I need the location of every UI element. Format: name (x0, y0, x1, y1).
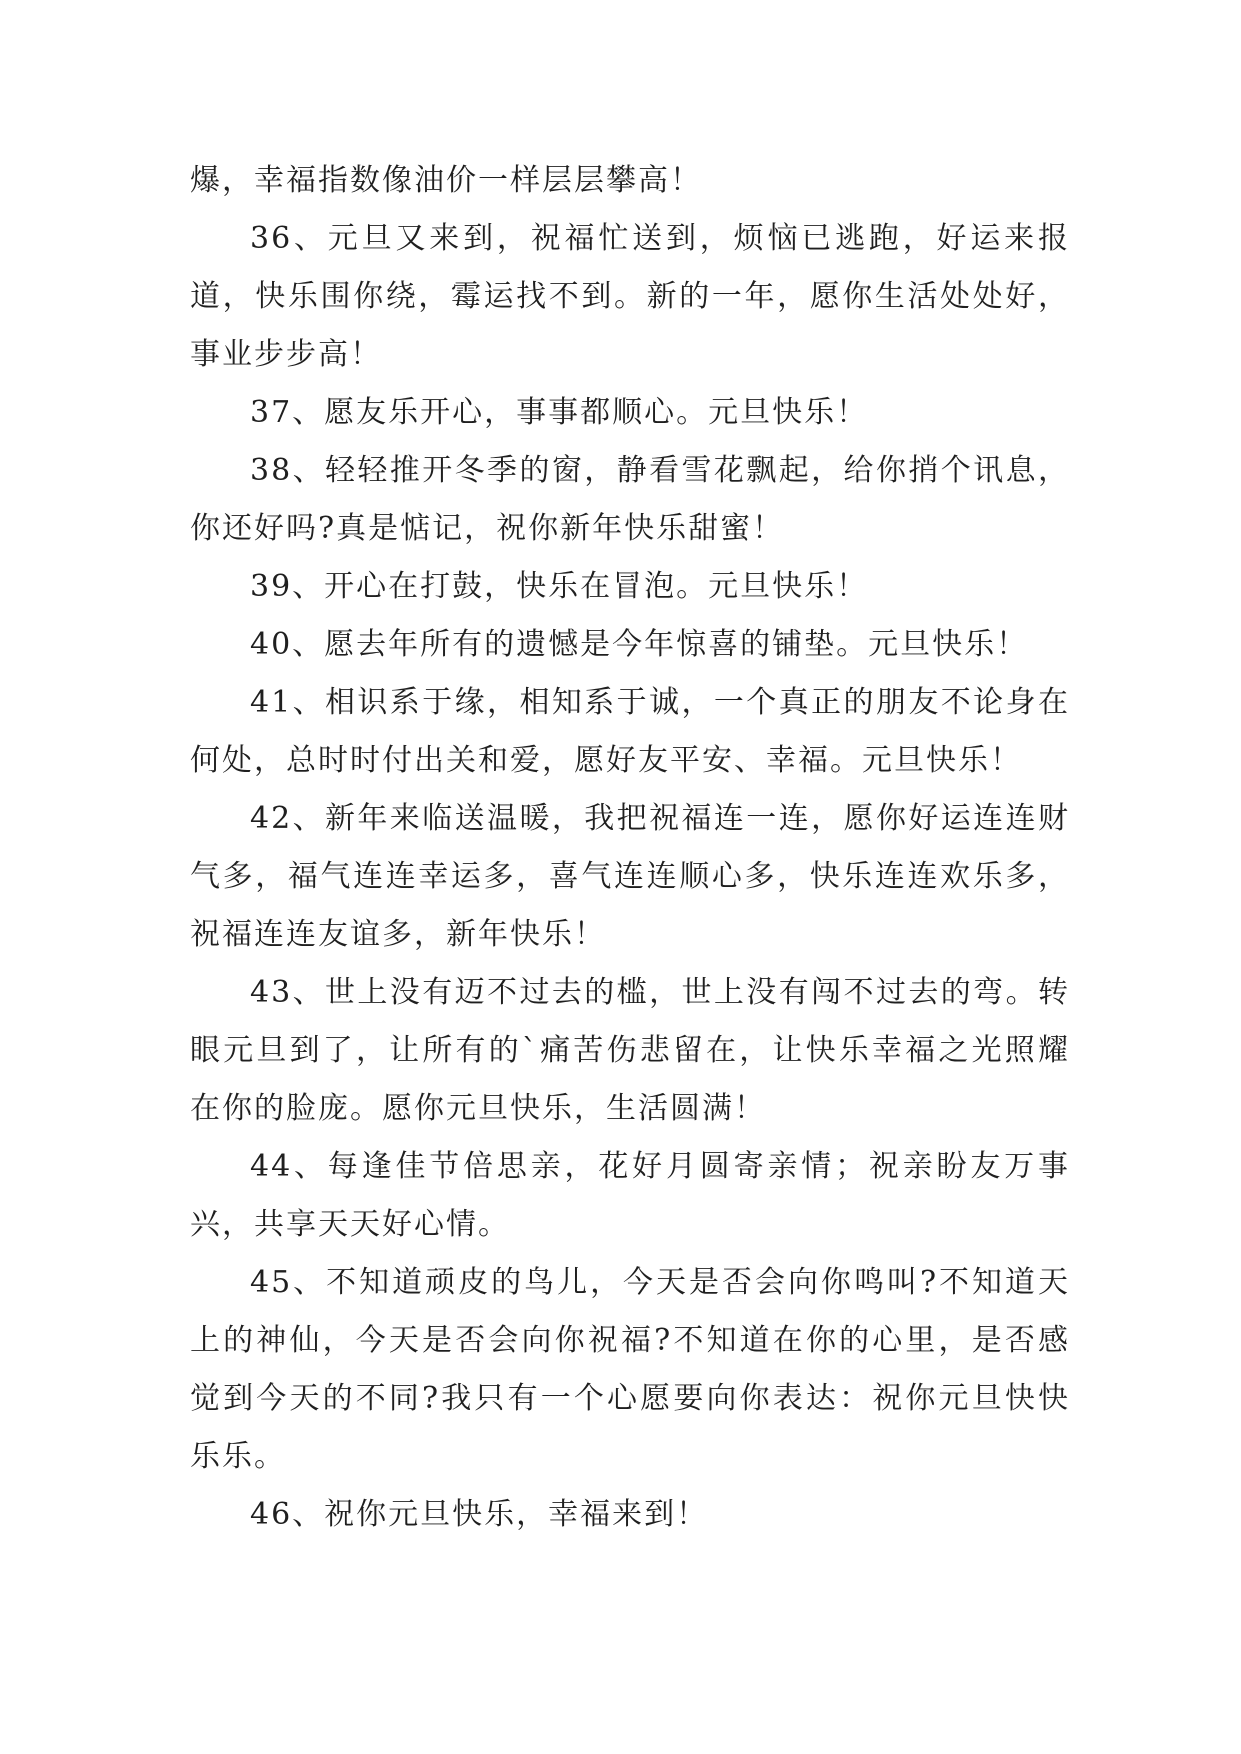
paragraph-43: 43、世上没有迈不过去的槛，世上没有闯不过去的弯。转眼元旦到了，让所有的`痛苦伤悲留在，让快乐幸福之光照耀在你的脸庞。愿你元旦快乐，生活圆满！ (190, 975, 1070, 1126)
paragraph-45: 45、不知道顽皮的鸟儿，今天是否会向你鸣叫?不知道天上的神仙，今天是否会向你祝福?不知道在你的心里，是否感觉到今天的不同?我只有一个心愿要向你表达：祝你元旦快快乐乐。 (190, 1265, 1070, 1474)
paragraph-36: 36、元旦又来到，祝福忙送到，烦恼已逃跑，好运来报道，快乐围你绕，霉运找不到。新的一年，愿你生活处处好，事业步步高！ (190, 221, 1070, 372)
paragraph-continuation: 爆，幸福指数像油价一样层层攀高！ (190, 163, 702, 198)
document-body (190, 152, 1070, 1544)
paragraph-40: 40、愿去年所有的遗憾是今年惊喜的铺垫。元旦快乐！ (250, 627, 1029, 662)
paragraph-38: 38、轻轻推开冬季的窗，静看雪花飘起，给你捎个讯息，你还好吗?真是惦记，祝你新年快乐甜蜜！ (190, 453, 1070, 546)
paragraph-37: 37、愿友乐开心，事事都顺心。元旦快乐！ (250, 395, 869, 430)
paragraph-42: 42、新年来临送温暖，我把祝福连一连，愿你好运连连财气多，福气连连幸运多，喜气连连顺心多，快乐连连欢乐多，祝福连连友谊多，新年快乐！ (190, 801, 1070, 952)
paragraph-41: 41、相识系于缘，相知系于诚，一个真正的朋友不论身在何处，总时时付出关和爱，愿好友平安、幸福。元旦快乐！ (190, 685, 1070, 778)
paragraph-44: 44、每逢佳节倍思亲，花好月圆寄亲情；祝亲盼友万事兴，共享天天好心情。 (190, 1149, 1070, 1242)
paragraph-39: 39、开心在打鼓，快乐在冒泡。元旦快乐！ (250, 569, 869, 604)
paragraph-46: 46、祝你元旦快乐，幸福来到！ (250, 1497, 709, 1532)
